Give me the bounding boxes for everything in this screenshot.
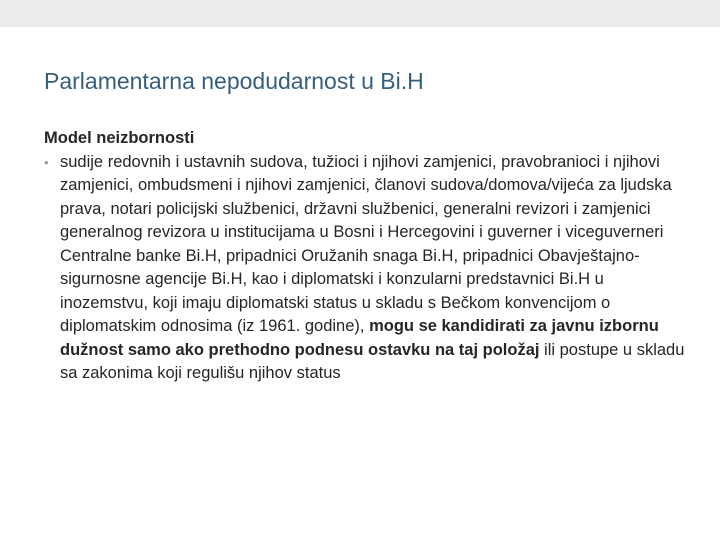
section-heading: Model neizbornosti [44, 129, 195, 147]
bullet-item [44, 151, 694, 386]
slide-title: Parlamentarna nepodudarnost u Bi.H [44, 68, 424, 94]
slide-top-band [0, 0, 720, 27]
bullet-text-part2: ili postupe u skladu sa zakonima koji regulišu njihov status [60, 340, 685, 382]
bullet-text-bold: mogu se kandidirati za javnu izbornu dužnost samo ako prethodno podnesu ostavku na taj položaj [60, 317, 659, 359]
bullet-text-part1: sudije redovnih i ustavnih sudova, tužioci i njihovi zamjenici, pravobranioci i njihovi zamjenici, ombudsmeni i njihovi zamjenici, članovi sudova/domova/vijeća za ljudska prava, notari policijski službenici, državni službenici, generalni revizori i zamjenici generalnog revizora u institucijama u Bosni i Hercegovini i guverner i viceguverneri Centralne banke Bi.H, pripadnici Oružanih snaga Bi.H, pripadnici Obavještajno-sigurnosne agencije Bi.H, kao i diplomatski i konzularni predstavnici Bi.H u inozemstvu, koji imaju diplomatski status u skladu s Bečkom konvencijom o diplomatskim odnosima (iz 1961. godine), [60, 152, 672, 335]
slide-content [44, 127, 694, 386]
bullet-icon: • [44, 154, 49, 170]
